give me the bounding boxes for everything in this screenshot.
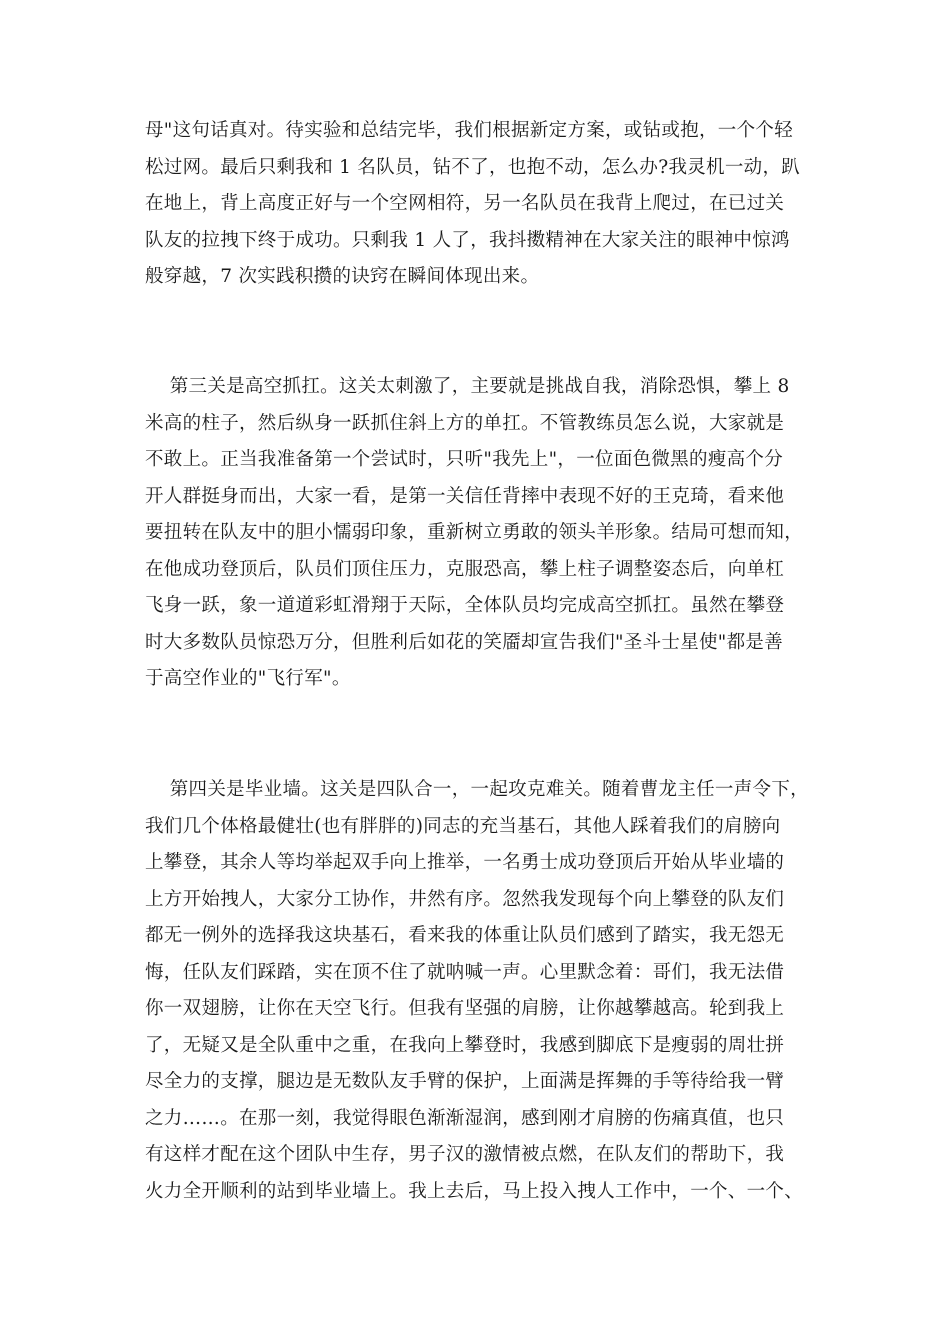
text-line: 母"这句话真对。待实验和总结完毕，我们根据新定方案，或钻或抱，一个个轻	[145, 120, 794, 141]
text-line: 松过网。最后只剩我和 1 名队员，钻不了，也抱不动，怎么办?我灵机一动，趴	[145, 156, 801, 178]
text-line: 有这样才配在这个团队中生存，男子汉的激情被点燃，在队友们的帮助下，我	[145, 1144, 785, 1165]
text-line: 了，无疑又是全队重中之重，在我向上攀登时，我感到脚底下是瘦弱的周壮拼	[145, 1034, 785, 1056]
paragraph-fourth-challenge	[145, 772, 825, 1210]
text-line: 第三关是高空抓扛。这关太刺激了，主要就是挑战自我，消除恐惧，攀上 8	[145, 376, 790, 397]
text-line: 都无一例外的选择我这块基石，看来我的体重让队员们感到了踏实，我无怨无	[145, 925, 785, 946]
text-line: 队友的拉拽下终于成功。只剩我 1 人了，我抖擞精神在大家关注的眼神中惊鸿	[145, 229, 790, 251]
text-line: 在地上，背上高度正好与一个空网相符，另一名队员在我背上爬过，在已过关	[145, 193, 785, 214]
text-line: 上攀登，其余人等均举起双手向上推举，一名勇士成功登顶后开始从毕业墙的	[145, 852, 785, 873]
text-line: 火力全开顺利的站到毕业墙上。我上去后，马上投入拽人工作中，一个、一个、	[145, 1180, 804, 1202]
paragraph-continuation	[145, 113, 825, 296]
text-line: 开人群挺身而出，大家一看，是第一关信任背摔中表现不好的王克琦，看来他	[145, 485, 785, 507]
text-line: 尽全力的支撑，腿边是无数队友手臂的保护，上面满是挥舞的手等待给我一臂	[145, 1071, 785, 1092]
text-line: 我们几个体格最健壮(也有胖胖的)同志的充当基石，其他人踩着我们的肩膀向	[145, 815, 781, 837]
paragraph-third-challenge	[145, 369, 825, 698]
text-line: 悔，任队友们踩踏，实在顶不住了就呐喊一声。心里默念着：哥们，我无法借	[145, 961, 785, 983]
text-line: 时大多数队员惊恐万分，但胜利后如花的笑靥却宣告我们"圣斗士星使"都是善	[145, 631, 784, 653]
text-line: 不敢上。正当我准备第一个尝试时，只听"我先上"，一位面色微黑的瘦高个分	[145, 449, 784, 470]
text-line: 于高空作业的"飞行军"。	[145, 668, 351, 689]
text-line: 之力……。在那一刻，我觉得眼色渐渐湿润，感到刚才肩膀的伤痛真值，也只	[145, 1107, 785, 1129]
text-line: 在他成功登顶后，队员们顶住压力，克服恐高，攀上柱子调整姿态后，向单杠	[145, 558, 785, 580]
text-line: 飞身一跃，象一道道彩虹滑翔于天际，全体队员均完成高空抓扛。虽然在攀登	[145, 595, 785, 616]
text-line: 米高的柱子，然后纵身一跃抓住斜上方的单扛。不管教练员怎么说，大家就是	[145, 412, 785, 434]
text-line: 要扭转在队友中的胆小懦弱印象，重新树立勇敢的领头羊形象。结局可想而知，	[145, 522, 804, 543]
text-line: 上方开始拽人，大家分工协作，井然有序。忽然我发现每个向上攀登的队友们	[145, 888, 785, 910]
text-line: 你一双翅膀，让你在天空飞行。但我有坚强的肩膀，让你越攀越高。轮到我上	[145, 998, 785, 1019]
text-line: 第四关是毕业墙。这关是四队合一，一起攻克难关。随着曹龙主任一声令下，	[145, 779, 809, 800]
text-line: 般穿越，7 次实践积攒的诀窍在瞬间体现出来。	[145, 266, 540, 287]
